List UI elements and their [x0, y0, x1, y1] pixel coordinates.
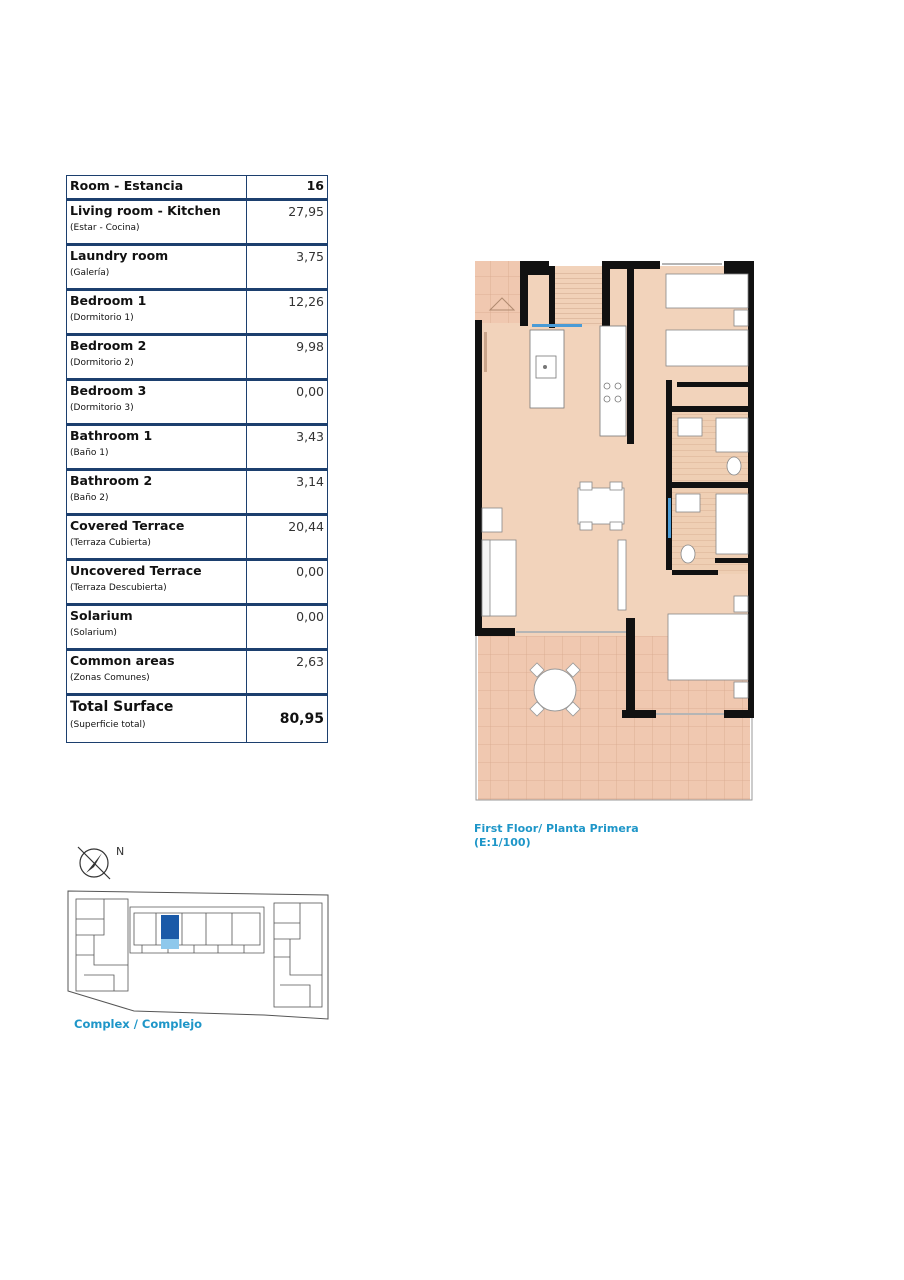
- table-row: [67, 290, 328, 335]
- door-line: [484, 332, 487, 372]
- room-area: 0,00: [247, 605, 328, 650]
- room-subname: (Dormitorio 3): [70, 403, 134, 413]
- room-area: 3,75: [247, 245, 328, 290]
- room-subname: (Baño 1): [70, 448, 109, 458]
- room-area: 0,00: [247, 560, 328, 605]
- table-total-row: [67, 695, 328, 743]
- total-label: Total Surface: [70, 699, 174, 715]
- table-row: [67, 470, 328, 515]
- building-block-right: [274, 903, 322, 1007]
- complex-caption: Complex / Complejo: [74, 1017, 203, 1031]
- site-outline: [68, 891, 328, 1019]
- room-name: Bedroom 2: [70, 338, 147, 353]
- highlighted-terrace: [161, 939, 179, 949]
- top-strip: [475, 261, 527, 323]
- tv-unit-icon: [618, 540, 626, 610]
- floor-plan-caption: [474, 822, 639, 850]
- north-compass-icon: [78, 845, 124, 879]
- room-area: 2,63: [247, 650, 328, 695]
- table-header-row: [67, 176, 328, 200]
- room-subname: (Solarium): [70, 628, 117, 638]
- complex-site-plan: [64, 835, 334, 1020]
- sink-drain-icon: [543, 365, 547, 369]
- building-block-left: [76, 899, 128, 991]
- highlighted-unit: [161, 915, 179, 939]
- table-row: [67, 380, 328, 425]
- armchair-icon: [482, 508, 502, 532]
- room-subname: (Baño 2): [70, 493, 109, 503]
- room-area: 3,43: [247, 425, 328, 470]
- total-area: 80,95: [247, 695, 328, 743]
- room-area: 9,98: [247, 335, 328, 380]
- north-label: N: [116, 845, 125, 858]
- shower-screen-line: [668, 498, 671, 538]
- room-name: Bedroom 3: [70, 383, 147, 398]
- table-row: [67, 560, 328, 605]
- room-name: Laundry room: [70, 248, 169, 263]
- room-area: 12,26: [247, 290, 328, 335]
- room-subname: (Galería): [70, 268, 110, 278]
- room-name: Covered Terrace: [70, 518, 185, 533]
- room-name: Solarium: [70, 608, 133, 623]
- room-area: 20,44: [247, 515, 328, 560]
- room-name: Bathroom 1: [70, 428, 153, 443]
- room-area: 3,14: [247, 470, 328, 515]
- room-subname: (Terraza Cubierta): [70, 538, 151, 548]
- table-header-label: Room - Estancia: [67, 176, 247, 200]
- room-name: Bathroom 2: [70, 473, 153, 488]
- dining-table-icon: [578, 488, 624, 524]
- building-block-middle: [130, 907, 264, 953]
- room-subname: (Zonas Comunes): [70, 673, 150, 683]
- floor-plan-title: First Floor/ Planta Primera: [474, 822, 639, 835]
- room-subname: (Dormitorio 2): [70, 358, 134, 368]
- staircase: [554, 270, 604, 326]
- sofa-back-icon: [482, 540, 490, 616]
- room-area: 27,95: [247, 200, 328, 245]
- table-row: [67, 335, 328, 380]
- area-table: [66, 175, 328, 743]
- room-subname: (Terraza Descubierta): [70, 583, 167, 593]
- room-subname: (Estar - Cocina): [70, 223, 140, 233]
- table-row: [67, 425, 328, 470]
- kitchen-door-line: [532, 324, 582, 327]
- table-header-value: 16: [247, 176, 328, 200]
- table-row: [67, 605, 328, 650]
- room-name: Uncovered Terrace: [70, 563, 202, 578]
- room-subname: (Dormitorio 1): [70, 313, 134, 323]
- table-row: [67, 245, 328, 290]
- floor-plan-scale: (E:1/100): [474, 836, 531, 849]
- table-row: [67, 515, 328, 560]
- room-name: Living room - Kitchen: [70, 203, 221, 218]
- floor-plan: [472, 258, 756, 812]
- room-name: Common areas: [70, 653, 175, 668]
- total-sublabel: (Superficie total): [70, 720, 146, 730]
- table-row: [67, 650, 328, 695]
- room-area: 0,00: [247, 380, 328, 425]
- room-name: Bedroom 1: [70, 293, 147, 308]
- table-row: [67, 200, 328, 245]
